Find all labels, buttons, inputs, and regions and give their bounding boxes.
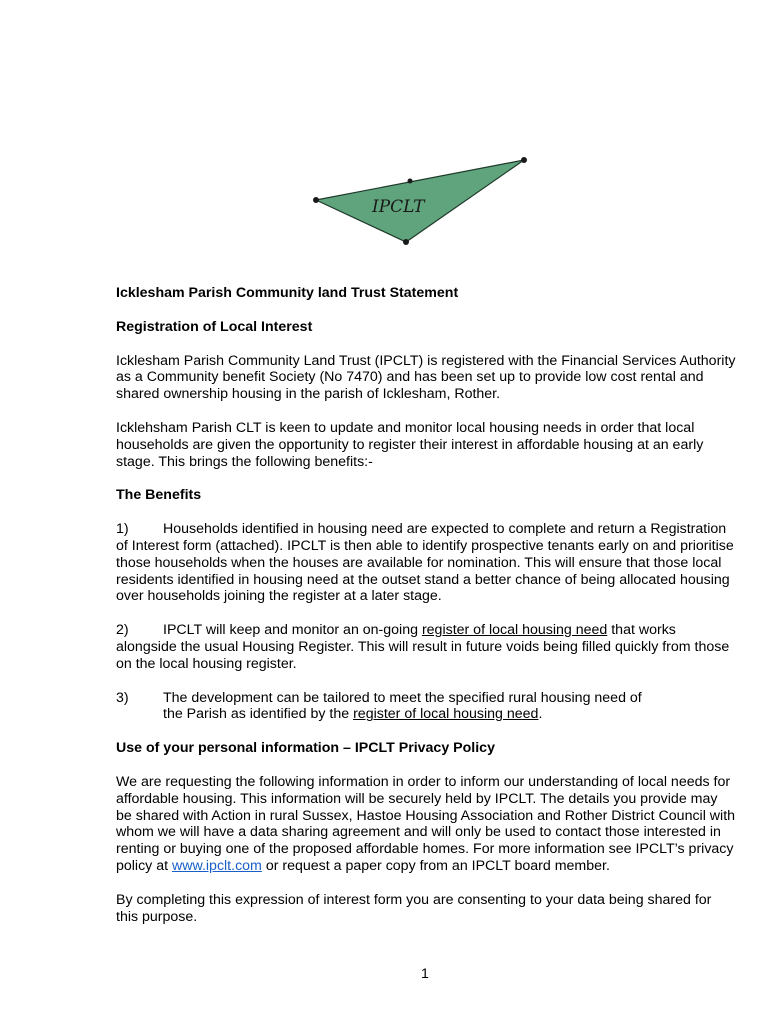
benefit-item-3: [116, 690, 736, 724]
page-number: 1: [421, 966, 429, 982]
benefit-text-2-pre: IPCLT will keep and monitor an on-going: [163, 622, 422, 639]
consent-paragraph: By completing this expression of interest form you are consenting to your data being shared for this purpose.: [116, 891, 712, 925]
logo-vertex-right: [521, 157, 527, 163]
benefit-text-3: [163, 690, 663, 724]
document-body: [116, 285, 736, 942]
ipclt-website-link[interactable]: www.ipclt.com: [172, 857, 262, 874]
benefit-text-3-post: .: [538, 706, 543, 723]
intro-paragraph-2: Icklehsham Parish CLT is keen to update and monitor local housing needs in order that local households are given the opportunity to register their interest in affordable housing at an early stage. This brings the following benefits:-: [116, 419, 704, 470]
privacy-paragraph: [116, 774, 736, 875]
benefit-text-2-post: that works alongside the usual Housing Register. This will result in future voids being filled quickly from those on the local housing register.: [116, 622, 730, 672]
benefit-text-1: Households identified in housing need are expected to complete and return a Registration of Interest form (attached). IPCLT is then able to identify prospective tenants early on and prioritise those households when the houses are available for nomination. This will ensure that those local residents identified in housing need at the outset stand a better chance of being allocated housing over households joining the register at a later stage.: [116, 521, 734, 605]
logo-text: IPCLT: [372, 197, 425, 217]
benefit-item-2: [116, 622, 736, 672]
benefit-number-1: 1): [116, 521, 129, 538]
logo-vertex-bottom: [403, 239, 409, 245]
document-title: Icklesham Parish Community land Trust Statement: [116, 285, 459, 301]
privacy-text-post: or request a paper copy from an IPCLT board member.: [261, 857, 610, 874]
benefit-item-1: [116, 521, 736, 605]
benefit-text-3-pre: The development can be tailored to meet the specified rural housing need of the Parish as identified by the: [163, 689, 642, 723]
section-heading-privacy: Use of your personal information – IPCLT Privacy Policy: [116, 740, 495, 757]
ipclt-logo: [308, 150, 532, 250]
privacy-text-pre: We are requesting the following information in order to inform our understanding of local needs for affordable housing. This information will be securely held by IPCLT. The details you provide may be shared with Action in rural Sussex, Hastoe Housing Association and Rother District Council with whom we will have a data sharing agreement and will only be used to contact those interested in renting or buying one of the proposed affordable homes. For more information see IPCLT’s privacy policy at: [116, 773, 736, 874]
intro-paragraph-1: Icklesham Parish Community Land Trust (IPCLT) is registered with the Financial Services Authority as a Community benefit Society (No 7470) and has been set up to provide low cost rental and shared ownership housing in the parish of Icklesham, Rother.: [116, 352, 736, 403]
logo-vertex-left: [313, 197, 319, 203]
section-heading-registration: Registration of Local Interest: [116, 318, 313, 335]
section-heading-benefits: The Benefits: [116, 487, 202, 504]
benefit-number-2: 2): [116, 622, 129, 639]
register-link-2[interactable]: register of local housing need: [353, 706, 539, 723]
benefit-number-3: 3): [116, 689, 129, 706]
logo-vertex-top: [408, 179, 413, 184]
register-link-1[interactable]: register of local housing need: [421, 622, 608, 639]
